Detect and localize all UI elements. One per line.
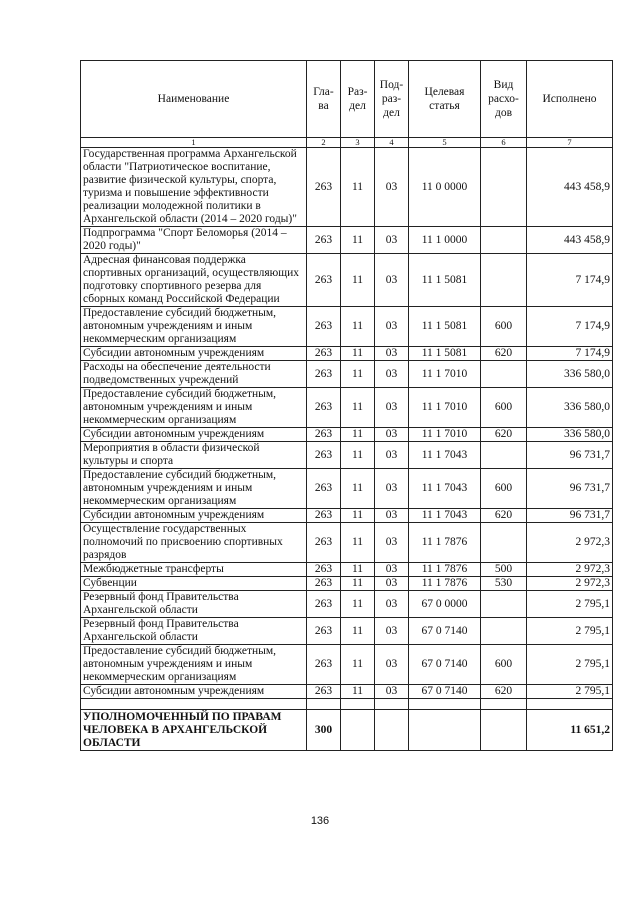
row-podrazdel: 03 bbox=[375, 509, 409, 523]
row-razdel: 11 bbox=[341, 523, 375, 563]
row-razdel: 11 bbox=[341, 307, 375, 347]
row-value: 336 580,0 bbox=[527, 361, 613, 388]
row-value: 2 795,1 bbox=[527, 591, 613, 618]
row-statya: 11 1 7010 bbox=[409, 361, 481, 388]
summary-row bbox=[81, 710, 613, 751]
row-statya: 11 1 7043 bbox=[409, 442, 481, 469]
row-value: 336 580,0 bbox=[527, 428, 613, 442]
row-razdel: 11 bbox=[341, 148, 375, 227]
row-vid: 620 bbox=[481, 685, 527, 699]
row-razdel: 11 bbox=[341, 254, 375, 307]
row-podrazdel: 03 bbox=[375, 577, 409, 591]
row-statya: 67 0 7140 bbox=[409, 645, 481, 685]
row-glava: 263 bbox=[307, 307, 341, 347]
row-statya: 11 1 7876 bbox=[409, 523, 481, 563]
row-podrazdel: 03 bbox=[375, 563, 409, 577]
row-glava: 263 bbox=[307, 227, 341, 254]
row-name: Адресная финансовая поддержка спортивных организаций, осуществляющих подготовку спортивного резерва для сборных команд Российской Федерации bbox=[81, 254, 307, 307]
row-glava: 263 bbox=[307, 685, 341, 699]
row-glava: 263 bbox=[307, 591, 341, 618]
row-name: Предоставление субсидий бюджетным, автономным учреждениям и иным некоммерческим организациям bbox=[81, 307, 307, 347]
row-name: Государственная программа Архангельской области "Патриотическое воспитание, развитие физической культуры, спорта, туризма и повышение эффективности реализации молодежной политики в Архангельской области (2014 – 2020 годы)" bbox=[81, 148, 307, 227]
column-number: 3 bbox=[341, 138, 375, 148]
header-podrazdel: Под- раз- дел bbox=[375, 61, 409, 138]
row-statya: 67 0 0000 bbox=[409, 591, 481, 618]
table-row bbox=[81, 347, 613, 361]
row-statya: 11 1 7043 bbox=[409, 509, 481, 523]
row-value: 96 731,7 bbox=[527, 509, 613, 523]
row-vid: 600 bbox=[481, 307, 527, 347]
column-number: 5 bbox=[409, 138, 481, 148]
row-name: Предоставление субсидий бюджетным, автономным учреждениям и иным некоммерческим организациям bbox=[81, 469, 307, 509]
row-vid: 530 bbox=[481, 577, 527, 591]
row-value: 2 972,3 bbox=[527, 563, 613, 577]
row-razdel: 11 bbox=[341, 618, 375, 645]
row-razdel: 11 bbox=[341, 509, 375, 523]
row-value: 7 174,9 bbox=[527, 347, 613, 361]
row-podrazdel: 03 bbox=[375, 227, 409, 254]
row-vid: 600 bbox=[481, 388, 527, 428]
row-glava: 263 bbox=[307, 645, 341, 685]
row-glava: 263 bbox=[307, 148, 341, 227]
row-razdel: 11 bbox=[341, 685, 375, 699]
row-value: 336 580,0 bbox=[527, 388, 613, 428]
row-statya: 11 1 5081 bbox=[409, 307, 481, 347]
page-number: 136 bbox=[310, 815, 330, 827]
row-razdel: 11 bbox=[341, 361, 375, 388]
row-glava: 263 bbox=[307, 577, 341, 591]
column-number: 7 bbox=[527, 138, 613, 148]
row-podrazdel: 03 bbox=[375, 361, 409, 388]
summary-glava: 300 bbox=[307, 710, 341, 751]
row-value: 2 795,1 bbox=[527, 685, 613, 699]
row-glava: 263 bbox=[307, 618, 341, 645]
row-statya: 11 1 7876 bbox=[409, 577, 481, 591]
row-statya: 11 1 5081 bbox=[409, 347, 481, 361]
row-razdel: 11 bbox=[341, 388, 375, 428]
row-podrazdel: 03 bbox=[375, 388, 409, 428]
row-glava: 263 bbox=[307, 509, 341, 523]
table-row bbox=[81, 523, 613, 563]
table-row bbox=[81, 645, 613, 685]
row-podrazdel: 03 bbox=[375, 148, 409, 227]
row-vid: 620 bbox=[481, 428, 527, 442]
row-razdel: 11 bbox=[341, 577, 375, 591]
row-name: Субсидии автономным учреждениям bbox=[81, 428, 307, 442]
row-glava: 263 bbox=[307, 361, 341, 388]
row-name: Субвенции bbox=[81, 577, 307, 591]
row-value: 2 972,3 bbox=[527, 523, 613, 563]
row-glava: 263 bbox=[307, 469, 341, 509]
row-statya: 11 1 7010 bbox=[409, 388, 481, 428]
row-razdel: 11 bbox=[341, 227, 375, 254]
row-vid bbox=[481, 227, 527, 254]
table-row bbox=[81, 618, 613, 645]
row-podrazdel: 03 bbox=[375, 307, 409, 347]
row-value: 96 731,7 bbox=[527, 442, 613, 469]
row-razdel: 11 bbox=[341, 591, 375, 618]
row-vid: 600 bbox=[481, 469, 527, 509]
row-podrazdel: 03 bbox=[375, 645, 409, 685]
row-name: Субсидии автономным учреждениям bbox=[81, 347, 307, 361]
row-razdel: 11 bbox=[341, 428, 375, 442]
row-vid bbox=[481, 361, 527, 388]
row-statya: 11 1 7876 bbox=[409, 563, 481, 577]
table-row bbox=[81, 591, 613, 618]
header-name: Наименование bbox=[81, 61, 307, 138]
column-number-row bbox=[81, 138, 613, 148]
row-podrazdel: 03 bbox=[375, 428, 409, 442]
row-statya: 11 1 5081 bbox=[409, 254, 481, 307]
table-row bbox=[81, 254, 613, 307]
row-glava: 263 bbox=[307, 254, 341, 307]
row-value: 443 458,9 bbox=[527, 148, 613, 227]
row-razdel: 11 bbox=[341, 645, 375, 685]
row-value: 2 795,1 bbox=[527, 645, 613, 685]
table-row bbox=[81, 563, 613, 577]
header-vid: Вид расхо- дов bbox=[481, 61, 527, 138]
row-podrazdel: 03 bbox=[375, 591, 409, 618]
row-vid bbox=[481, 523, 527, 563]
header-statya: Целевая статья bbox=[409, 61, 481, 138]
row-glava: 263 bbox=[307, 563, 341, 577]
row-name: Расходы на обеспечение деятельности подведомственных учреждений bbox=[81, 361, 307, 388]
row-statya: 11 1 0000 bbox=[409, 227, 481, 254]
column-number: 6 bbox=[481, 138, 527, 148]
row-razdel: 11 bbox=[341, 442, 375, 469]
row-value: 2 795,1 bbox=[527, 618, 613, 645]
row-vid bbox=[481, 254, 527, 307]
row-podrazdel: 03 bbox=[375, 523, 409, 563]
row-glava: 263 bbox=[307, 388, 341, 428]
row-statya: 11 1 7010 bbox=[409, 428, 481, 442]
row-vid bbox=[481, 591, 527, 618]
table-row bbox=[81, 509, 613, 523]
header-ispolneno: Исполнено bbox=[527, 61, 613, 138]
column-number: 1 bbox=[81, 138, 307, 148]
row-vid: 600 bbox=[481, 645, 527, 685]
summary-value: 11 651,2 bbox=[527, 710, 613, 751]
row-name: Осуществление государственных полномочий по присвоению спортивных разрядов bbox=[81, 523, 307, 563]
row-name: Предоставление субсидий бюджетным, автономным учреждениям и иным некоммерческим организациям bbox=[81, 388, 307, 428]
row-podrazdel: 03 bbox=[375, 347, 409, 361]
table-row bbox=[81, 442, 613, 469]
row-value: 7 174,9 bbox=[527, 307, 613, 347]
row-razdel: 11 bbox=[341, 347, 375, 361]
row-name: Подпрограмма "Спорт Беломорья (2014 – 2020 годы)" bbox=[81, 227, 307, 254]
row-name: Межбюджетные трансферты bbox=[81, 563, 307, 577]
row-name: Мероприятия в области физической культуры и спорта bbox=[81, 442, 307, 469]
header-glava: Гла- ва bbox=[307, 61, 341, 138]
row-podrazdel: 03 bbox=[375, 254, 409, 307]
row-value: 7 174,9 bbox=[527, 254, 613, 307]
table-row bbox=[81, 227, 613, 254]
row-vid: 500 bbox=[481, 563, 527, 577]
row-podrazdel: 03 bbox=[375, 469, 409, 509]
row-name: Резервный фонд Правительства Архангельской области bbox=[81, 591, 307, 618]
row-name: Резервный фонд Правительства Архангельской области bbox=[81, 618, 307, 645]
table-row bbox=[81, 307, 613, 347]
row-podrazdel: 03 bbox=[375, 442, 409, 469]
table-row bbox=[81, 388, 613, 428]
row-statya: 11 1 7043 bbox=[409, 469, 481, 509]
row-podrazdel: 03 bbox=[375, 618, 409, 645]
row-name: Субсидии автономным учреждениям bbox=[81, 685, 307, 699]
row-glava: 263 bbox=[307, 523, 341, 563]
table-row bbox=[81, 577, 613, 591]
row-podrazdel: 03 bbox=[375, 685, 409, 699]
row-value: 443 458,9 bbox=[527, 227, 613, 254]
row-vid bbox=[481, 148, 527, 227]
row-razdel: 11 bbox=[341, 469, 375, 509]
row-statya: 11 0 0000 bbox=[409, 148, 481, 227]
row-vid bbox=[481, 618, 527, 645]
row-razdel: 11 bbox=[341, 563, 375, 577]
header-razdel: Раз- дел bbox=[341, 61, 375, 138]
column-number: 2 bbox=[307, 138, 341, 148]
table-row bbox=[81, 469, 613, 509]
table-row bbox=[81, 148, 613, 227]
row-vid: 620 bbox=[481, 347, 527, 361]
table-body bbox=[81, 148, 613, 699]
row-glava: 263 bbox=[307, 347, 341, 361]
table-row bbox=[81, 685, 613, 699]
table-row bbox=[81, 428, 613, 442]
blank-row bbox=[81, 699, 613, 710]
row-value: 2 972,3 bbox=[527, 577, 613, 591]
row-vid: 620 bbox=[481, 509, 527, 523]
budget-table bbox=[80, 60, 613, 751]
row-statya: 67 0 7140 bbox=[409, 618, 481, 645]
row-statya: 67 0 7140 bbox=[409, 685, 481, 699]
summary-name: УПОЛНОМОЧЕННЫЙ ПО ПРАВАМ ЧЕЛОВЕКА В АРХАНГЕЛЬСКОЙ ОБЛАСТИ bbox=[81, 710, 307, 751]
row-name: Предоставление субсидий бюджетным, автономным учреждениям и иным некоммерческим организациям bbox=[81, 645, 307, 685]
row-value: 96 731,7 bbox=[527, 469, 613, 509]
column-number: 4 bbox=[375, 138, 409, 148]
table-row bbox=[81, 361, 613, 388]
row-name: Субсидии автономным учреждениям bbox=[81, 509, 307, 523]
row-glava: 263 bbox=[307, 428, 341, 442]
row-glava: 263 bbox=[307, 442, 341, 469]
row-vid bbox=[481, 442, 527, 469]
header-row bbox=[81, 61, 613, 138]
